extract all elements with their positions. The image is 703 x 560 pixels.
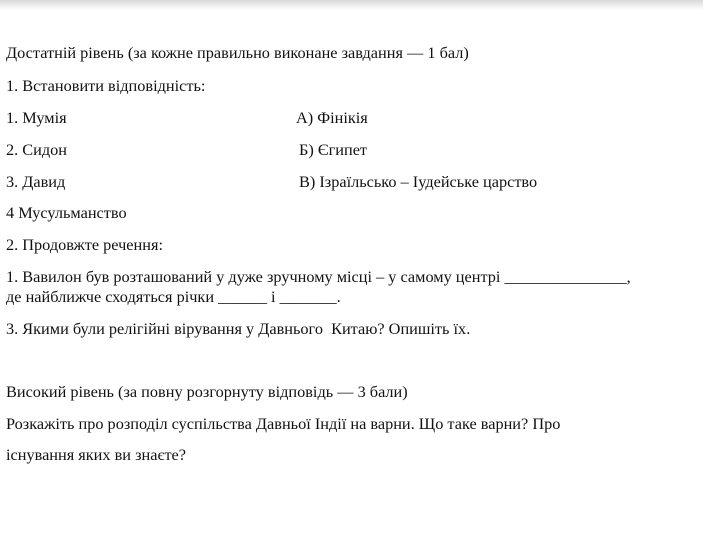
section2-line2: існування яких ви знаєте?: [6, 445, 187, 464]
top-shadow-bar: [0, 0, 703, 10]
section2-heading: Високий рівень (за повну розгорнуту відповідь — 3 бали): [6, 382, 408, 401]
task1-title: 1. Встановити відповідність:: [6, 76, 206, 95]
match-left-4: 4 Мусульманство: [6, 203, 127, 222]
task2-line1: 1. Вавилон був розташований у дуже зручному місці – у самому центрі _______________,: [6, 267, 631, 286]
section1-heading: Достатній рівень (за кожне правильно виконане завдання — 1 бал): [6, 43, 469, 62]
task2-line2: де найближче сходяться річки ______ і _______.: [6, 287, 341, 306]
match-right-v: В) Ізраїльсько – Іудейське царство: [299, 172, 538, 191]
task3: 3. Якими були релігійні вірування у Давнього Китаю? Опишіть їх.: [6, 319, 471, 338]
task2-title: 2. Продовжте речення:: [6, 235, 163, 254]
match-left-2: 2. Сидон: [6, 140, 67, 159]
match-left-3: 3. Давид: [6, 172, 66, 191]
match-right-a: А) Фінікія: [296, 108, 368, 127]
match-left-1: 1. Мумія: [6, 108, 67, 127]
match-right-b: Б) Єгипет: [299, 140, 368, 159]
section2-line1: Розкажіть про розподіл суспільства Давньої Індії на варни. Що таке варни? Про: [6, 414, 561, 433]
